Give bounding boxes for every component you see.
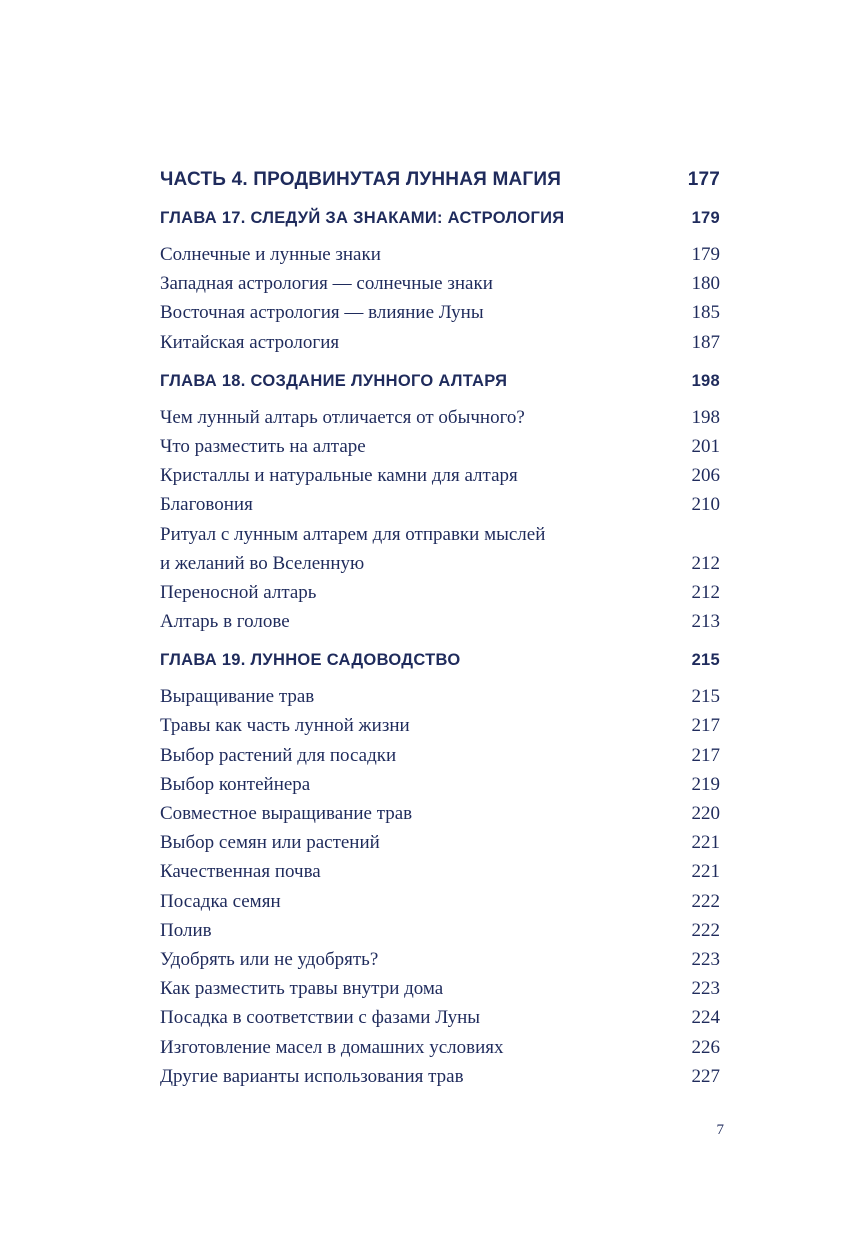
entry-list [160,682,720,1091]
toc-entry[interactable] [160,945,720,974]
entry-title-line: Китайская астрология [160,331,340,353]
entry-title [160,682,314,711]
entry-page: 222 [691,890,720,912]
entry-title [160,1003,480,1032]
entry-title-line: Что разместить на алтаре [160,435,366,457]
entry-page: 210 [691,494,720,516]
entry-title [160,916,212,945]
table-of-contents [160,164,720,1091]
entry-page: 219 [691,773,720,795]
entry-title-line: Благовония [160,494,253,516]
toc-entry[interactable] [160,770,720,799]
entry-page: 180 [691,273,720,295]
entry-title [160,711,410,740]
entry-title-line: Выбор растений для посадки [160,744,397,766]
entry-page: 221 [691,832,720,854]
entry-title [160,828,380,857]
page-number: 7 [716,1122,724,1138]
entry-title [160,741,396,770]
entry-page: 212 [691,581,720,603]
toc-entry[interactable] [160,741,720,770]
entry-title-line: Выбор семян или растений [160,832,380,854]
entry-page: 223 [691,978,720,1000]
entry-title [160,461,518,490]
toc-entry[interactable] [160,1062,720,1091]
toc-entry[interactable] [160,916,720,945]
part-page: 177 [687,169,720,190]
entry-title-line: Алтарь в голове [160,611,290,633]
chapter-block [160,647,720,1091]
entry-page: 224 [691,1007,720,1029]
entry-title-line: Чем лунный алтарь отличается от обычного? [160,406,525,428]
entry-title [160,240,381,269]
entry-title-line: Удобрять или не удобрять? [160,948,379,970]
toc-entry[interactable] [160,298,720,327]
chapter-list [160,205,720,1091]
entry-title [160,857,321,886]
chapter-block [160,368,720,637]
toc-entry[interactable] [160,240,720,269]
entry-page: 227 [691,1065,720,1087]
entry-page: 201 [691,435,720,457]
entry-title-line: Качественная почва [160,861,321,883]
entry-title [160,578,316,607]
toc-entry[interactable] [160,711,720,740]
toc-entry[interactable] [160,520,720,578]
chapter-page: 179 [691,209,720,227]
entry-title-line: Ритуал с лунным алтарем для отправки мыслей [160,523,546,545]
entry-page: 215 [691,686,720,708]
entry-list [160,240,720,357]
toc-entry[interactable] [160,682,720,711]
entry-page: 187 [691,331,720,353]
toc-entry[interactable] [160,1003,720,1032]
entry-title [160,1033,504,1062]
toc-entry[interactable] [160,828,720,857]
toc-entry[interactable] [160,974,720,1003]
entry-title-line: Западная астрология — солнечные знаки [160,273,493,295]
toc-entry[interactable] [160,432,720,461]
chapter-title: ГЛАВА 19. ЛУННОЕ САДОВОДСТВО [160,651,461,670]
entry-title-line: Как разместить травы внутри дома [160,978,444,1000]
entry-title-line: Посадка в соответствии с фазами Луны [160,1007,481,1029]
chapter-heading[interactable] [160,205,720,231]
entry-title [160,945,378,974]
entry-title-line: Выбор контейнера [160,773,311,795]
part-title: ЧАСТЬ 4. ПРОДВИНУТАЯ ЛУННАЯ МАГИЯ [160,169,562,190]
entry-title-line: Восточная астрология — влияние Луны [160,302,484,324]
entry-title-line: Совместное выращивание трав [160,803,413,824]
entry-title-line: Выращивание трав [160,686,315,708]
toc-entry[interactable] [160,269,720,298]
part-heading[interactable] [160,164,720,196]
entry-title-line: Кристаллы и натуральные камни для алтаря [160,465,518,487]
entry-title-line: Переносной алтарь [160,581,317,603]
entry-title [160,607,290,636]
entry-title-line: Полив [160,919,212,941]
entry-page: 223 [691,948,720,970]
toc-entry[interactable] [160,328,720,357]
toc-entry[interactable] [160,607,720,636]
toc-entry[interactable] [160,887,720,916]
entry-page: 221 [691,861,720,883]
entry-page: 217 [691,715,720,737]
chapter-title: ГЛАВА 17. СЛЕДУЙ ЗА ЗНАКАМИ: АСТРОЛОГИЯ [160,209,565,227]
entry-title-line: Травы как часть лунной жизни [160,715,410,737]
entry-page: 179 [691,244,720,265]
entry-title [160,328,339,357]
entry-title [160,269,493,298]
toc-entry[interactable] [160,1033,720,1062]
entry-page: 226 [691,1036,720,1058]
entry-page: 206 [691,465,720,487]
entry-title [160,770,310,799]
entry-title-line: Солнечные и лунные знаки [160,244,381,265]
toc-entry[interactable] [160,461,720,490]
toc-entry[interactable] [160,490,720,519]
toc-entry[interactable] [160,578,720,607]
entry-page: 185 [691,302,720,324]
entry-page: 198 [691,406,720,428]
toc-entry[interactable] [160,857,720,886]
chapter-heading[interactable] [160,647,720,673]
entry-title [160,887,281,916]
entry-list [160,403,720,637]
chapter-heading[interactable] [160,368,720,394]
entry-title [160,974,443,1003]
entry-title [160,298,484,327]
entry-title [160,490,253,519]
entry-page: 217 [691,744,720,766]
chapter-page: 198 [691,371,720,390]
entry-title [160,432,366,461]
entry-title [160,1062,464,1091]
entry-page: 222 [691,919,720,941]
entry-title-line: Другие варианты использования трав [160,1065,464,1087]
entry-title [160,520,545,578]
entry-title [160,403,525,432]
entry-title-line: и желаний во Вселенную [160,552,365,574]
chapter-page: 215 [691,651,720,670]
toc-entry[interactable] [160,403,720,432]
entry-page: 220 [691,803,720,824]
entry-title [160,799,412,828]
chapter-title: ГЛАВА 18. СОЗДАНИЕ ЛУННОГО АЛТАРЯ [160,371,508,390]
entry-title-line: Изготовление масел в домашних условиях [160,1036,504,1058]
entry-page: 213 [691,611,720,633]
entry-page: 212 [691,552,720,574]
toc-entry[interactable] [160,799,720,828]
entry-title-line: Посадка семян [160,890,281,912]
chapter-block [160,205,720,357]
